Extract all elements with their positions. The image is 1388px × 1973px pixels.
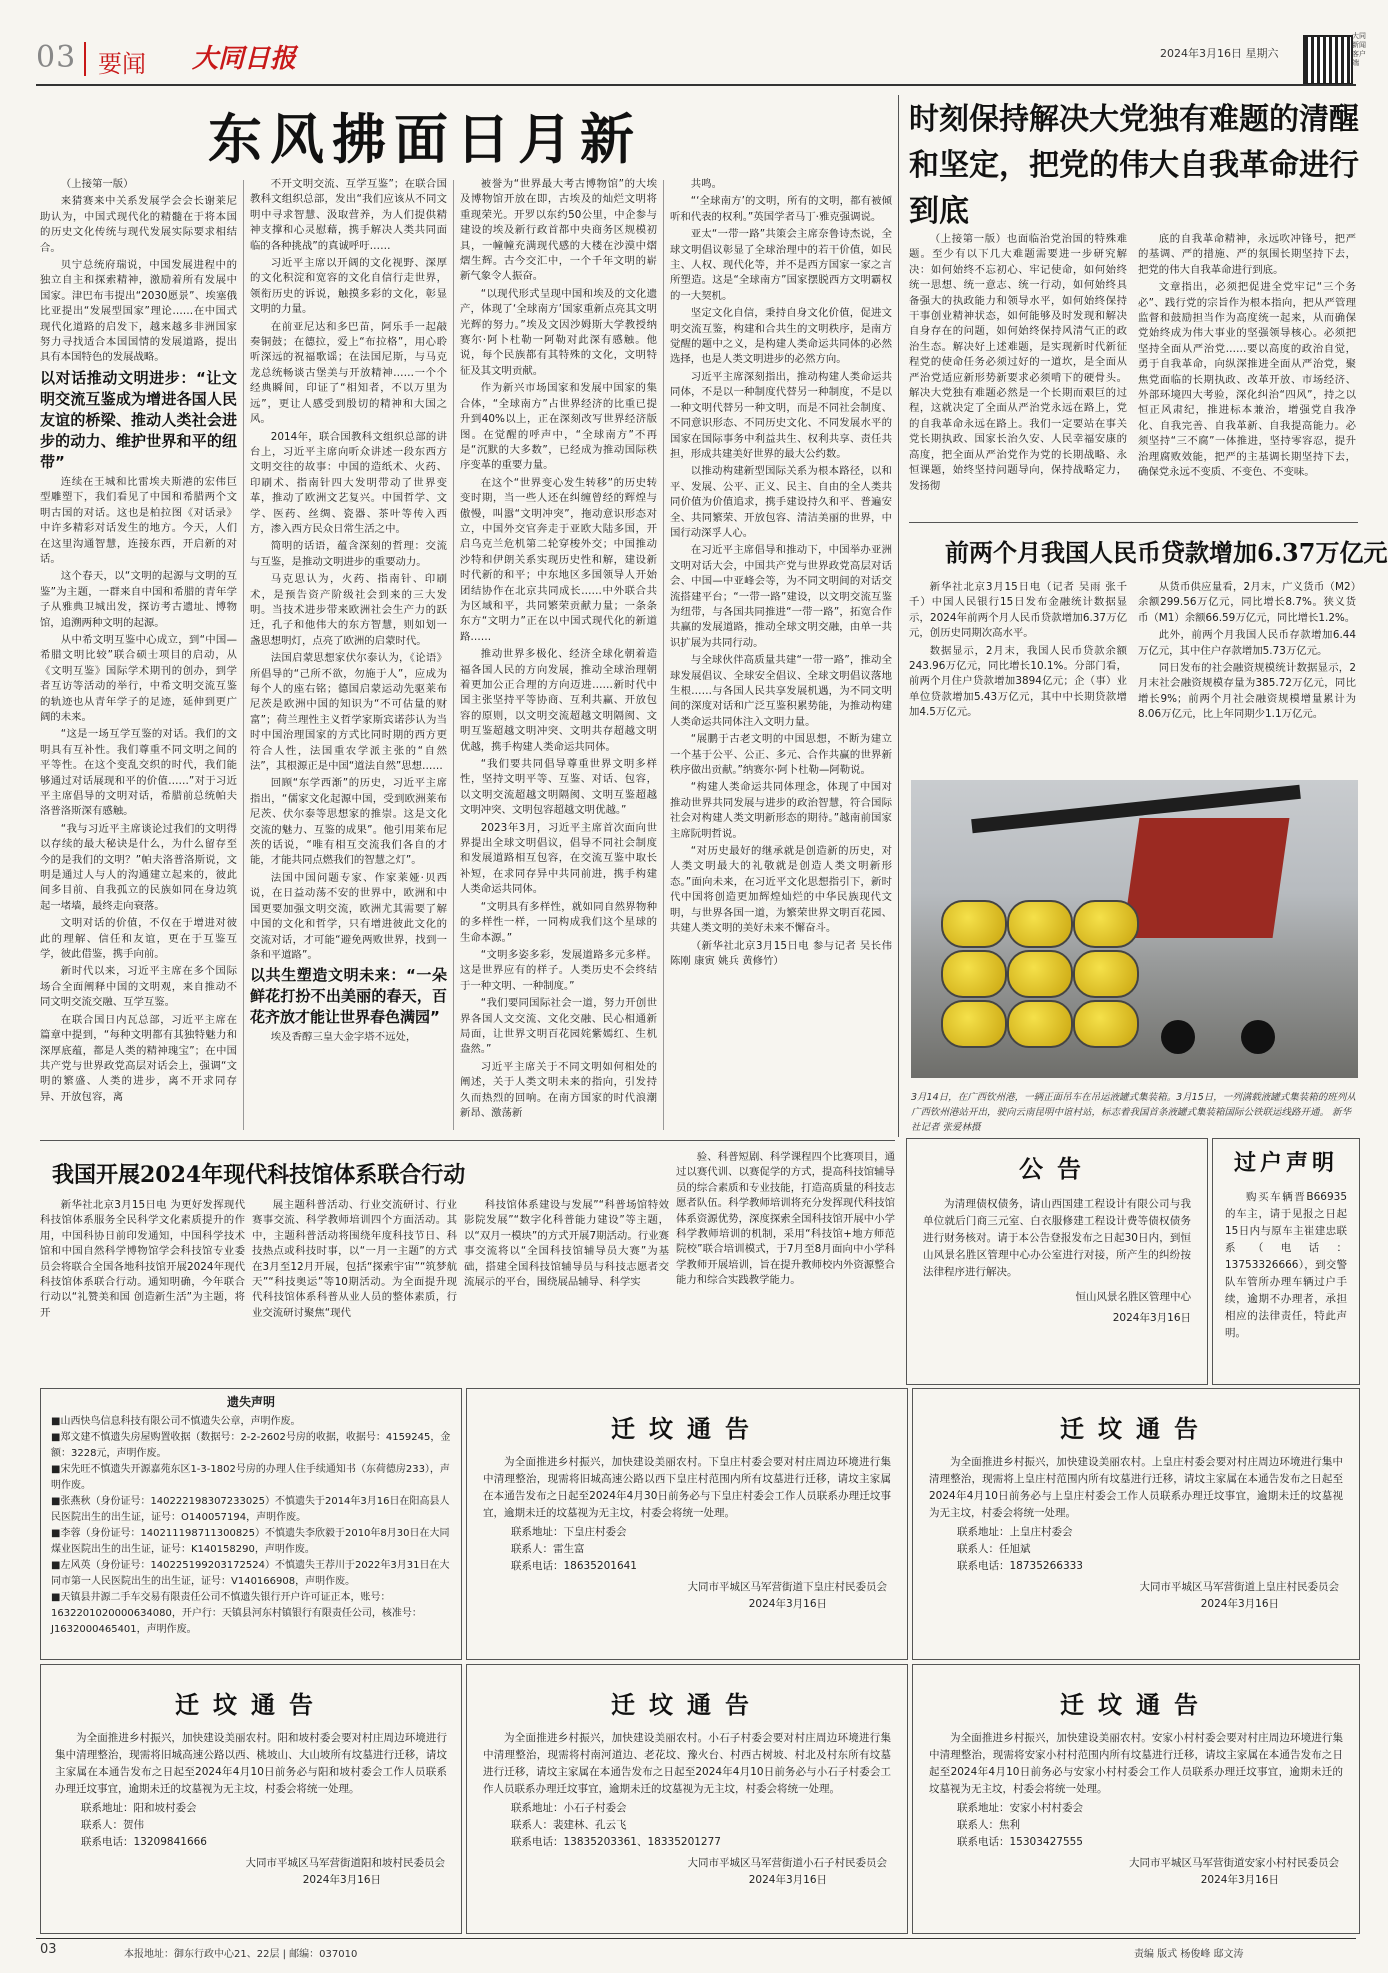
paragraph: 习近平主席深刻指出，推动构建人类命运共同体，不是以一种制度代替另一种制度，不是以一种文明代替另一种文明，而是不同社会制度、不同意识形态、不同历史文化、不同发展水平的国家在国际事务中利益共生、权利共享、责任共担，形成共建美好世界的最大公约数。 (670, 370, 892, 460)
tank-container (1007, 950, 1073, 998)
footer-page-number: 03 (40, 1942, 57, 1957)
section-divider (898, 95, 899, 1137)
paragraph: 连续在王城和比雷埃夫斯港的宏伟巨型雕塑下，我们看见了中国和希腊两个文明古国的对话。这也是柏拉图《对话录》中许多精彩对话发生的地方。今天，人们在这里沟通智慧，连接东西，开启新的对话。 (40, 475, 237, 565)
loan-headline: 前两个月我国人民币贷款增加6.37万亿元 (945, 538, 1388, 567)
relocation-notice-4 (466, 1664, 908, 1934)
paragraph: 被誉为“世界最大考古博物馆”的大埃及博物馆开放在即，古埃及的灿烂文明将重现荣光。开罗以东约50公里，中企参与建设的埃及新行政首都中央商务区规模初具，一幢幢充满现代感的大楼在沙漠中熠熠生辉。古今交汇中，一个千年文明的崭新气象令人振奋。 (460, 178, 657, 283)
notice-date: 2024年3月16日 (748, 1598, 827, 1610)
notice-body (913, 1444, 1359, 1522)
newspaper-logo: 大同日报 (192, 44, 297, 74)
paragraph: 底的自我革命精神，永远吹冲锋号，把严的基调、严的措施、严的氛围长期坚持下去，把党的伟大自我革命进行到底。 (1138, 233, 1356, 276)
notice-title: 迁坟通告 (1060, 1415, 1212, 1443)
tank-container (1073, 1000, 1139, 1048)
notice-signer: 大同市平城区马军营街道安家小村村民委员会 (1129, 1857, 1339, 1869)
paragraph: “展鹏于古老文明的中国思想，不断为建立一个基于公平、公正、多元、合作共赢的世界新秩序做出贡献。”纳赛尔·阿卜杜勒—阿勒说。 (670, 733, 892, 777)
paragraph: 不开文明交流、互学互鉴”；在联合国教科文组织总部，发出“我们应该从不同文明中寻求智慧、汲取营养，为人们提供精神支撑和心灵慰藉，携手解决人类共同面临的各种挑战”的真诚呼吁…… (250, 178, 447, 252)
paragraph: “构建人类命运共同体理念，体现了中国对推动世界共同发展与进步的政治智慧，符合国际社会对构建人类文明新形态的期待。”越南前国家主席阮明哲说。 (670, 781, 892, 840)
footer-editors: 责编 版式 杨俊峰 邸文涛 (1134, 1949, 1244, 1960)
notice-title: 过户声明 (1233, 1151, 1338, 1176)
paragraph: 文章指出，必须把促进全党牢记“三个务必”、践行党的宗旨作为根本指向，把从严管理监督和鼓励担当作为高度统一起来，从而确保党始终成为伟大事业的坚强领导核心。必须把坚持全面从严治党……要以高度的政治自觉，勇于自我革命，向纵深推进全面从严治党，聚焦党面临的长期执政、改革开放、市场经济、外部环境四大考验，深化纠治“四风”，持之以恒正风肃纪，推进标本兼治，增强党自我净化、自我完善、自我革新、自我提高能力。必须坚持“三不腐”一体推进，坚持零容忍，提升治理腐败效能，把严的主基调长期坚持下去，确保党永远不变质、不变色、不变味。 (1138, 281, 1356, 479)
list-item: ■郑文建不慎遗失房屋购置收据（数据号：2-2-2602号房的收据，收据号：4159245，金额：3228元，声明作废。 (51, 1432, 451, 1459)
page-number: 03 (36, 40, 77, 75)
tank-container (941, 950, 1007, 998)
paragraph: 共鸣。 (690, 178, 722, 190)
notice-body (41, 1720, 461, 1798)
tank-container (1073, 950, 1139, 998)
paragraph: 贝宁总统府瑞说，中国发展进程中的独立自主和探索精神，激励着所有发展中国家。津巴布韦提出“2030愿景”、埃塞俄比亚提出“发展型国家”理论……在中国式现代化道路的启发下，越来越多非洲国家努力寻找适合本国国情的发展道路，提出具有本国特色的发展战略。 (40, 259, 237, 364)
notice-title: 迁坟通告 (175, 1691, 327, 1719)
paragraph: 在联合国日内瓦总部，习近平主席在篇章中提到，“每种文明都有其独特魅力和深厚底蕴，都是人类的精神瑰宝”；在中国共产党与世界政党高层对话会上，强调“文明的繁盛、人类的进步，离不开求同存异、开放包容，离 (40, 1013, 237, 1103)
paragraph: 2014年，联合国教科文组织总部的讲台上，习近平主席向听众讲述一段东西方文明交往的故事：中国的造纸术、火药、印刷术、指南针四大发明带动了世界变革，推动了欧洲文艺复兴。中国哲学、文学、医药、丝绸、瓷器、茶叶等传入西方，渗入西方民众日常生活之中。 (250, 430, 447, 535)
reach-stacker (1123, 818, 1290, 938)
paragraph: 从货币供应量看，2月末，广义货币（M2）余额299.56万亿元，同比增长8.7%。狭义货币（M1）余额66.59万亿元，同比增长1.2%。 (1138, 581, 1356, 624)
notice-title: 迁坟通告 (1060, 1691, 1212, 1719)
contact-address: 联系地址：下皇庄村委会 (511, 1526, 627, 1538)
paragraph: 坚定文化自信，秉持自身文化价值，促进文明交流互鉴，构建和合共生的文明秩序，是南方觉醒的题中之义，是构建人类命运共同体的必然选择，也是人类文明进步的必然方向。 (670, 307, 892, 366)
paragraph: （新华社北京3月15日电 参与记者 吴长伟 陈刚 康寅 姚兵 黄修竹） (670, 939, 892, 967)
contact-address: 联系地址：阳和坡村委会 (81, 1802, 197, 1814)
notice-date: 2024年3月16日 (1112, 1312, 1191, 1324)
contact-person: 联系人：焦利 (957, 1819, 1020, 1831)
paragraph: 为全面推进乡村振兴，加快建设美丽农村。安家小村村委会要对村庄周边环境进行集中清理整治，现需将安家小村村范围内所有坟墓进行迁移，请坟主家属在本通告发布之日起至2024年4月10日前务必与安家小村村委会工作人员联系办理迁坟事宜，逾期未迁的坟墓视为无主坟，村委会将统一处理。 (929, 1732, 1343, 1795)
paragraph: 为全面推进乡村振兴，加快建设美丽农村。下皇庄村委会要对村庄周边环境进行集中清理整治，现需将旧城高速公路以西下皇庄村范围内所有坟墓进行迁移，请坟主家属在本通告发布之日起至2024年4月30日前务必与下皇庄村委会工作人员联系办理迁坟事宜，逾期未迁的坟墓视为无主坟，村委会将统一处理。 (483, 1456, 891, 1519)
wheel (1161, 1020, 1195, 1054)
loan-column-1 (909, 580, 1127, 770)
paragraph: 在前亚尼达和多巴苗，阿乐手一起敲奏铜鼓；在德拉，爱上“布拉格”，用心聆听深远的祝福歌谣；在法国尼斯，与马克龙总统畅谈古堡美与开放精神……一个个经典瞬间，印证了“相知者，不以万里为远”，更让人感受到殷切的精神和大国之风。 (250, 320, 447, 426)
paragraph: 习近平主席关于不同文明如何相处的阐述，关于人类文明未来的指向，引发持久而热烈的回响。在南方国家的时代浪潮新昂、激荡新 (460, 1060, 657, 1119)
paragraph: 在习近平主席倡导和推动下，中国举办亚洲文明对话大会，中国共产党与世界政党高层对话会、中国—中亚峰会等，为不同文明间的对话交流搭建平台；“一带一路”建设，以文明交流互鉴为纽带，与各国共同推进“一带一路”，拓宽合作共赢的发展道路，推动全球文明交融，由单一共识扩展为共同行动。 (670, 544, 892, 649)
science-headline: 我国开展2024年现代科技馆体系联合行动 (52, 1162, 466, 1188)
paragraph: 这个春天，以“文明的起源与文明的互鉴”为主题，一群来自中国和希腊的青年学子从雅典卫城出发，探访考古遗址、博物馆，追溯两种文明的起源。 (40, 570, 237, 629)
main-column-1 (40, 177, 237, 1132)
paragraph: 法国启蒙思想家伏尔泰认为，《论语》所倡导的“己所不欲，勿施于人”，应成为每个人的座右铭；德国启蒙运动先驱莱布尼茨是欧洲中国的知识为“不可估量的财富”；荷兰理性主义哲学家斯宾诺莎认为当时中国治理国家的方式比同时期的西方更符合人性，法国重农学派主张的“自然法”，其根源正是中国“道法自然”思想…… (250, 652, 447, 773)
tank-container (1073, 900, 1139, 948)
main-headline: 东风拂面日月新 (208, 107, 642, 171)
notice-signer: 大同市平城区马军营街道下皇庄村民委员会 (687, 1581, 887, 1593)
column-divider (663, 180, 664, 1130)
lost-notice (40, 1388, 462, 1660)
paragraph: “我与习近平主席谈论过我们的文明得以存续的最大秘诀是什么，为什么留存至今的是我们的文明？”帕夫洛普洛斯说，文明是通过人与人的沟通建立起来的，彼此间多目前、自我孤立的民族如同在身边筑起一堵墙，最终走向衰落。 (40, 822, 237, 912)
science-column-2 (252, 1198, 457, 1326)
notice-signer: 大同市平城区马军营街道小石子村民委员会 (687, 1857, 887, 1869)
paragraph: 新华社北京3月15日电 为更好发挥现代科技馆体系服务全民科学文化素质提升的作用，中国科协日前印发通知，中国科学技术馆和中国自然科学博物馆学会科技馆专业委员会将联合全国各地科技馆开展2024年现代科技馆体系联合行动。通知明确，今年联合行动以“礼赞美和国 创造新生活”为主题，将开 (40, 1199, 245, 1319)
transfer-notice (1212, 1138, 1360, 1385)
paragraph: 同日发布的社会融资规模统计数据显示，2月末社会融资规模存量为385.72万亿元，同比增长9%；前两个月社会融资规模增量累计为8.06万亿元，比上年同期少1.1万亿元。 (1138, 662, 1356, 721)
contact-phone: 联系电话：13835203361、18335201277 (511, 1836, 721, 1848)
paragraph: 作为新兴市场国家和发展中国家的集合体，“全球南方”占世界经济的比重已提升到40%以上，正在深刻改写世界经济版图。在觉醒的呼声中，“全球南方”不再是“沉默的大多数”，已经成为推动国际秩序变革的重要力量。 (460, 382, 657, 472)
paragraph: 回顾“东学西渐”的历史，习近平主席指出，“儒家文化起源中国，受到欧洲莱布尼茨、伏尔泰等思想家的推崇。这是文化交流的魅力、互鉴的成果”。他引用莱布尼茨的话说，“唯有相互交流我们各自的才能，才能共同点燃我们的智慧之灯”。 (250, 777, 447, 867)
footer-rule (36, 1938, 1356, 1939)
main-column-4 (670, 177, 892, 1132)
list-item: ■张燕秋（身份证号：140222198307233025）不慎遗失于2014年3月16日在阳高县人民医院出生的出生证，证号：O140057194，声明作废。 (51, 1496, 450, 1523)
contact-person: 联系人：裴建林、孔云飞 (511, 1819, 627, 1831)
science-column-1 (40, 1198, 245, 1326)
paragraph: （上接第一版） (60, 178, 134, 190)
paragraph: 亚太“一带一路”共策会主席奈鲁诗杰说，全球文明倡议彰显了全球治理中的若干价值，如民主、人权、现代化等，并不是西方国家一家之言所塑造。这是“全球南方”国家摆脱西方文明霸权的一大契机。 (670, 228, 892, 302)
list-item: ■宋先旺不慎遗失开源嘉苑东区1-3-1802号房的办理人住手续通知书（东荷德房233），声明作废。 (51, 1464, 450, 1491)
relocation-notice-5 (912, 1664, 1360, 1934)
paragraph: 数据显示，2月末，我国人民币贷款余额243.96万亿元，同比增长10.1%。分部门看，前两个月住户贷款增加3894亿元；企（事）业单位贷款增加5.43万亿元，其中中长期贷款增加4.5万亿元。 (909, 644, 1127, 719)
contact-person: 联系人：雷生富 (511, 1543, 585, 1555)
tank-container (1007, 1000, 1073, 1048)
section-name: 要闻 (98, 50, 146, 78)
paragraph: “我们要共同倡导尊重世界文明多样性，坚持文明平等、互鉴、对话、包容，以文明交流超越文明隔阂、文明互鉴超越文明冲突、文明包容超越文明优越。” (460, 758, 657, 817)
contact-address: 联系地址：安家小村村委会 (957, 1802, 1083, 1814)
section-subheading: 以对话推动文明进步：“让文明交流互鉴成为增进各国人民友谊的桥梁、推动人类社会进步的动力、维护世界和平的纽带” (40, 368, 237, 471)
lost-list (41, 1410, 461, 1642)
article-divider (909, 522, 1358, 523)
paragraph: 法国中国问题专家、作家莱娅·贝西说，在日益动荡不安的世界中，欧洲和中国更要加强文明交流，欧洲尤其需要了解中国的文化和哲学，只有增进彼此文化的交流对话，才可能“避免两败世界，找到一条和平道路”。 (250, 871, 447, 961)
header-divider (84, 42, 86, 76)
wheel (1241, 1020, 1275, 1054)
paragraph: 简明的话语，蕴含深刻的哲理：交流与互鉴，是推动文明进步的重要动力。 (250, 540, 447, 568)
contact-address: 联系地址：小石子村委会 (511, 1802, 627, 1814)
notice-date: 2024年3月16日 (748, 1874, 827, 1886)
paragraph: “对历史最好的继承就是创造新的历史，对人类文明最大的礼敬就是创造人类文明新形态。”面向未来，在习近平文化思想指引下，新时代中国将创造更加辉煌灿烂的中华民族现代文明，与世界各国一道，为繁荣世界文明百花园、共建人类文明的美好未来不懈奋斗。 (670, 845, 892, 935)
notice-signer: 大同市平城区马军营街道上皇庄村民委员会 (1139, 1581, 1339, 1593)
paragraph: 购买车辆晋B66935的车主，请于见报之日起15日内与原车主崔建忠联系（电话：13753326666），到交警队车管所办理车辆过户手续，逾期不办理者，承担相应的法律责任，特此声明。 (1225, 1191, 1347, 1339)
qr-caption: 大同新闻客户端 (1352, 32, 1366, 67)
paragraph: 科技馆体系建设与发展”“科普场馆特效影院发展”“数字化科普能力建设”等主题，以“双月一模块”的方式开展7期活动。行业赛事交流将以“全国科技馆辅导员大赛”为基础，搭建全国科技馆辅导员与科技志愿者交流展示的平台，围绕展品辅导、科学实 (464, 1199, 669, 1289)
paragraph: 习近平主席以开阔的文化视野、深厚的文化积淀和宽容的文化自信行走世界，领衔历史的诉说，触摸多彩的文化，彰显文明的力量。 (250, 257, 447, 316)
notice-body (1213, 1179, 1359, 1342)
photo-caption: 3月14日，在广西钦州港，一辆正面吊车在吊运液罐式集装箱。3月15日，一列满载液罐式集装箱的班列从广西钦州港站开出，驶向云南昆明中谊村站，标志着我国首条液罐式集装箱国际公铁联运线路开通。 新华社记者 张爱林摄 (911, 1092, 1356, 1133)
loan-column-2 (1138, 580, 1356, 770)
list-item: ■天镇县井源二手车交易有限责任公司不慎遗失银行开户许可证正本，账号：1632201020000634080，开户行：天镇县河东村镇银行有限责任公司，核准号：J1632000465401，声明作废。 (51, 1592, 422, 1635)
list-item: ■李蓉（身份证号：140211198711300825）不慎遗失李欣毅于2010年8月30日在大同煤业医院出生的出生证，证号：K140158290，声明作废。 (51, 1528, 450, 1555)
paragraph: 为全面推进乡村振兴，加快建设美丽农村。上皇庄村委会要对村庄周边环境进行集中清理整治，现需将上皇庄村范围内所有坟墓进行迁移，请坟主家属在本通告发布之日起至2024年4月10日前务必与上皇庄村委会工作人员联系办理迁坟事宜，逾期未迁的坟墓视为无主坟，村委会将统一处理。 (929, 1456, 1343, 1519)
paragraph: 在这个“世界变心发生转移”的历史转变时期，当一些人还在纠缠曾经的辉煌与傲慢，叫嚣“文明冲突”，拖动意识形态对立，中国外交官奔走于亚欧大陆多国，开启乌克兰危机第二轮穿梭外交；中国推动沙特和伊朗关系实现历史性和解，建设新时代新的和平；中东地区多国领导人开始团结协作在北京共同成长……中外联合共为区域和平，共同繁荣贡献力量；一条条东方“文明力”正在以中国式现代化的新道路…… (460, 476, 657, 643)
paragraph: 新华社北京3月15日电（记者 吴雨 张千千）中国人民银行15日发布金融统计数据显示，2024年前两个月人民币贷款增加6.37万亿元，创历史同期次高水平。 (909, 581, 1127, 640)
paragraph: “‘全球南方’的文明，所有的文明，都有被倾听和代表的权利。”英国学者马丁·雅克强调说。 (670, 195, 892, 223)
relocation-notice-3 (40, 1664, 462, 1934)
notice-title: 公告 (1019, 1155, 1095, 1183)
notice-date: 2024年3月16日 (1200, 1598, 1279, 1610)
tank-container (941, 900, 1007, 948)
paragraph: 埃及香醇三皇大金字塔不远处， (270, 1031, 417, 1044)
right-column-2 (1138, 232, 1356, 522)
list-item: ■左风英（身份证号：140225199203172524）不慎遗失王荐川于2022年3月31日在大同市第一人民医院出生的出生证，证号：V140166908，声明作废。 (51, 1560, 450, 1587)
paragraph: 为全面推进乡村振兴，加快建设美丽农村。小石子村委会要对村庄周边环境进行集中清理整治，现需将村南河道边、老花坟、豫火台、村西古树坡、村北及村东所有坟墓进行迁移，请坟主家属在本通告发布之日起至2024年4月10日前务必与小石子村委会工作人员联系办理迁坟事宜，逾期未迁的坟墓视为无主坟，村委会将统一处理。 (483, 1732, 891, 1795)
notice-title: 迁坟通告 (611, 1691, 763, 1719)
paragraph: （上接第一版）也面临治党治国的特殊难题。至少有以下几大难题需要进一步研究解决：如何始终不忘初心、牢记使命，如何始终统一思想、统一意志、统一行动，如何始终具备强大的执政能力和领导水平，如何始终保持干事创业精神状态，如何能够及时发现和解决自身存在的问题，如何始终保持风清气正的政治生态。解决好上述难题，是实现新时代新征程党的使命任务必须过好的一道坎，是全面从严治党适应新形势新要求必须啃下的硬骨头。解决大党独有难题必然是一个长期而艰巨的过程，这就决定了全面从严治党永远在路上，党的自我革命永远在路上。我们一定要站在事关党长期执政、国家长治久安、人民幸福安康的高度，把全面从严治党作为党的长期战略、永恒课题，始终坚持问题导向，保持战略定力，发扬彻 (909, 233, 1127, 492)
paragraph: “文明具有多样性，就如同自然界物种的多样性一样，一同构成我们这个星球的生命本源。” (460, 900, 657, 944)
tank-container (1007, 900, 1073, 948)
headline-line: 和坚定，把党的伟大自我革命进行到底 (909, 148, 1359, 229)
paragraph: 推动世界多极化、经济全球化朝着造福各国人民的方向发展，推动全球治理朝着更加公正合理的方向迈进……新时代中国主张坚持平等协商、互利共赢、开放包容的原则，以文明交流超越文明隔阂、文明互鉴超越文明冲突、文明共存超越文明优越，携手构建人类命运共同体。 (460, 648, 657, 753)
article-divider (40, 1140, 895, 1141)
paragraph: 为清理债权债务，请山西国建工程设计有限公司与我单位就后门商三元室、白衣服修建工程设计费等债权债务进行财务核对。请于本公告登报发布之日起30日内，到恒山风景名胜区管理中心办公室进行对接，所产生的纠纷按法律程序进行解决。 (923, 1198, 1191, 1278)
paragraph: 从中希文明互鉴中心成立，到“中国—希腊文明比较”联合硕士项目的启动，从《文明互鉴》国际学术期刊的创办，到学者互访等活动的举行，中希文明交流互鉴的轨迹也从青年学子的足迹，延伸到更广阔的未来。 (40, 633, 237, 723)
contact-address: 联系地址：上皇庄村委会 (957, 1526, 1073, 1538)
contact-person: 联系人：贺伟 (81, 1819, 144, 1831)
notice-body (913, 1720, 1359, 1798)
footer-address: 本报地址：御东行政中心21、22层 | 邮编：037010 (124, 1949, 358, 1960)
notice-date: 2024年3月16日 (302, 1874, 381, 1886)
section-subheading: 以共生塑造文明未来：“一朵鲜花打扮不出美丽的春天，百花齐放才能让世界春色满园” (250, 966, 447, 1027)
notice-signer: 恒山风景名胜区管理中心 (1075, 1291, 1191, 1303)
paragraph: 以推动构建新型国际关系为根本路径，以和平、发展、公平、正义、民主、自由的全人类共同价值为价值追求，携手建设持久和平、普遍安全、共同繁荣、开放包容、清洁美丽的世界，中国行动深孚人心。 (670, 465, 892, 539)
science-column-4 (676, 1150, 895, 1326)
notice-title: 遗失声明 (226, 1395, 275, 1409)
paragraph: “文明多姿多彩，发展道路多元多样。这是世界应有的样子。人类历史不会终结于一种文明、一种制度。” (460, 948, 657, 992)
news-photo (911, 780, 1358, 1078)
main-column-3 (460, 177, 657, 1132)
contact-person: 联系人：任旭斌 (957, 1543, 1031, 1555)
issue-date: 2024年3月16日 星期六 (1160, 47, 1279, 60)
notice-body (467, 1444, 907, 1522)
notice-date: 2024年3月16日 (1200, 1874, 1279, 1886)
right-column-1 (909, 232, 1127, 522)
qr-code-icon (1303, 35, 1353, 85)
science-column-3 (464, 1198, 669, 1326)
paragraph: 马克思认为，火药、指南针、印刷术，是预告资产阶级社会到来的三大发明。当技术进步带来欧洲社会生产力的跃迁，孔子和他伟大的东方智慧，则如划一盏思想明灯，点亮了欧洲的启蒙时代。 (250, 573, 447, 647)
contact-phone: 联系电话：15303427555 (957, 1836, 1083, 1848)
contact-phone: 联系电话：18735266333 (957, 1560, 1083, 1572)
column-divider (453, 180, 454, 1130)
paragraph: 验、科普短剧、科学课程四个比赛项目，通过以赛代训、以赛促学的方式，提高科技馆辅导员的综合素质和专业技能，打造高质量的科技志愿者队伍。科学教师培训将充分发挥现代科技馆体系资源优势，深度探索全国科技馆开展中小学科学教师培训的机制，采用“科技馆+地方师范院校”联合培训模式，于7月至8月面向中小学科学教师开展培训，旨在提升教师校内外资源整合能力和综合实践教学能力。 (676, 1151, 895, 1287)
paragraph: 文明对话的价值，不仅在于增进对彼此的理解、信任和友谊，更在于互鉴互学，彼此借鉴，携手向前。 (40, 917, 237, 961)
right-headline (909, 97, 1359, 235)
public-notice (906, 1138, 1208, 1385)
paragraph: 展主题科普活动、行业交流研讨、行业赛事交流、科学教师培训四个方面活动。其中，主题科普活动将围绕年度科技节日、科技热点或科技时事，以“一月一主题”的方式在3月至12月开展，包括“探索宇宙”“筑梦航天”“科技奥运”等10期活动。为全面提升现代科技馆体系科普从业人员的整体素质，行业交流研讨聚焦“现代 (252, 1199, 457, 1319)
paragraph: 2023年3月，习近平主席首次面向世界提出全球文明倡议，倡导不同社会制度和发展道路相互包容，在交流互鉴中取长补短，在求同存异中共同前进，携手构建人类命运共同体。 (460, 821, 657, 896)
column-divider (243, 180, 244, 1130)
paragraph: “以现代形式呈现中国和埃及的文化遗产，体现了‘全球南方’国家重新点亮其文明光辉的努力。”埃及文因沙姆斯大学教授纳赛尔·阿卜杜勒一阿勒对此深有感触。他说，每个民族都有其特殊的文化，文明特征及其文明贡献。 (460, 287, 657, 377)
headline-line: 时刻保持解决大党独有难题的清醒 (909, 102, 1359, 137)
list-item: ■山西快鸟信息科技有限公司不慎遗失公章，声明作废。 (51, 1416, 301, 1427)
notice-title: 迁坟通告 (611, 1415, 763, 1443)
tank-container (941, 1000, 1007, 1048)
paragraph: 此外，前两个月我国人民币存款增加6.44万亿元，其中住户存款增加5.73万亿元。 (1138, 629, 1356, 657)
contact-phone: 联系电话：13209841666 (81, 1836, 207, 1848)
header-rule (36, 84, 1356, 86)
notice-body (467, 1720, 907, 1798)
paragraph: 来猜赛来中关系发展学会会长谢莱尼助认为，中国式现代化的精髓在于将本国的历史文化传统与现代发展实际要求相结合。 (40, 195, 237, 254)
contact-phone: 联系电话：18635201641 (511, 1560, 637, 1572)
paragraph: 与全球伙伴高质量共建“一带一路”，推动全球发展倡议、全球安全倡议、全球文明倡议落地生根……与各国人民共享发展机遇，为不同文明间的深度对话和广泛互鉴积累势能，为推动构建人类命运共同体注入文明力量。 (670, 654, 892, 728)
paragraph: 为全面推进乡村振兴，加快建设美丽农村。阳和坡村委会要对村庄周边环境进行集中清理整治，现需将旧城高速公路以西、桃坡山、大山坡所有坟墓进行迁移，请坟主家属在本通告发布之日起至2024年4月10日前务必与阳和坡村委会工作人员联系办理迁坟事宜，逾期未迁的坟墓视为无主坟，村委会将统一处理。 (55, 1732, 447, 1795)
relocation-notice-2 (912, 1388, 1360, 1660)
relocation-notice-1 (466, 1388, 908, 1660)
paragraph: 新时代以来，习近平主席在多个国际场合全面阐释中国的文明观，来自推动不同文明交流交融、互学互鉴。 (40, 965, 237, 1009)
paragraph: “我们要同国际社会一道，努力开创世界各国人文交流、文化交融、民心相通新局面，让世界文明百花园姹紫嫣红、生机盎然。” (460, 997, 657, 1056)
notice-signer: 大同市平城区马军营街道阳和坡村民委员会 (245, 1857, 445, 1869)
main-column-2 (250, 177, 447, 1132)
notice-body (907, 1184, 1207, 1281)
paragraph: “这是一场互学互鉴的对话。我们的文明具有互补性。我们尊重不同文明之间的平等性。在这个变乱交织的时代，我们能够通过对话展现和平的价值……”对于习近平主席倡导的文明对话，希腊前总统帕夫洛普洛斯深有感触。 (40, 728, 237, 818)
